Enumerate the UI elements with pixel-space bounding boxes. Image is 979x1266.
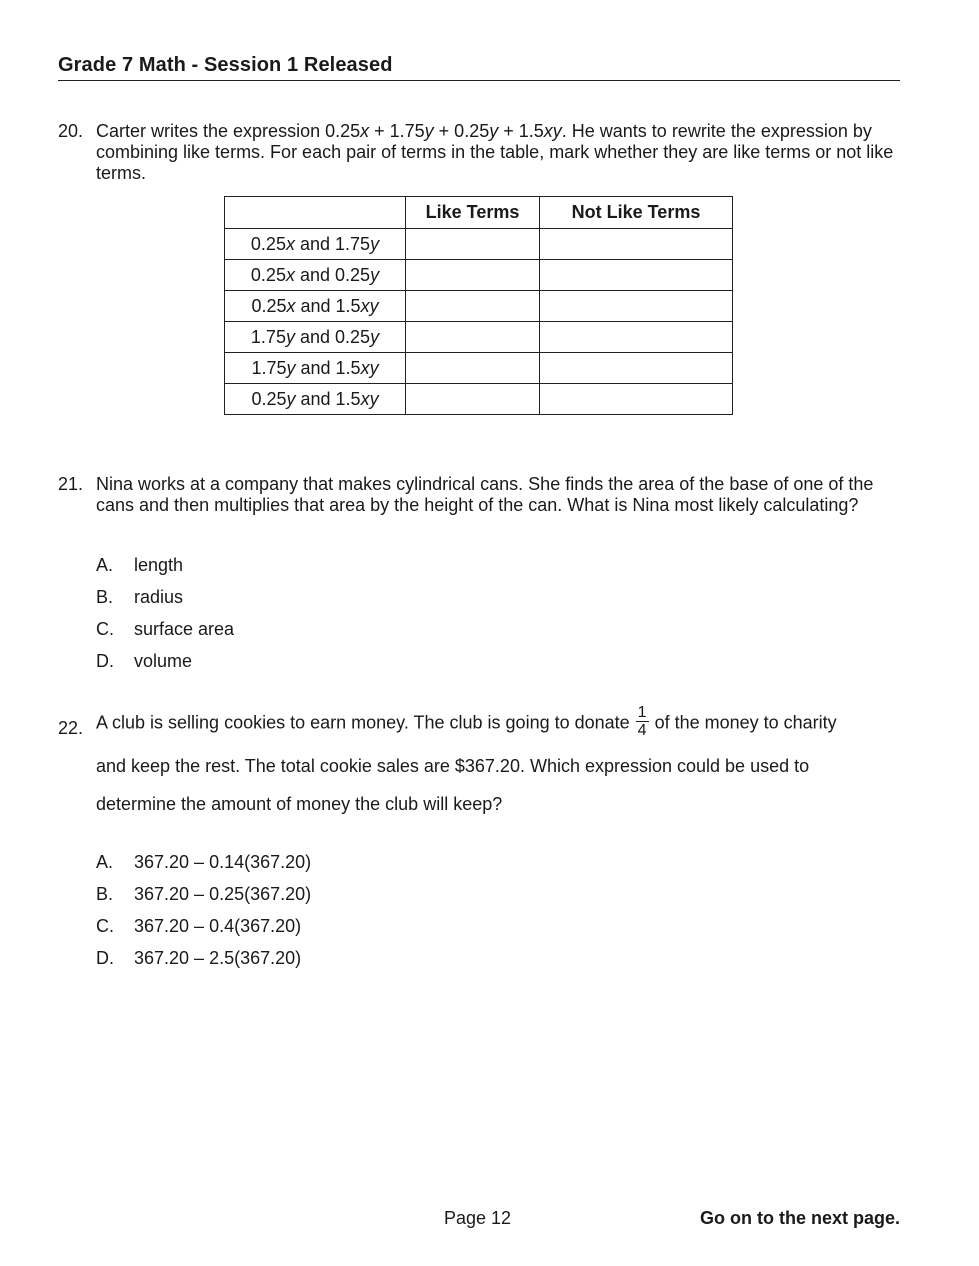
one-fourth-fraction: $\frac{1}{4}$ [637, 704, 647, 739]
option-text: 367.20 – 0.14(367.20) [134, 852, 312, 872]
table-row [225, 291, 733, 322]
answer-option[interactable] [96, 948, 301, 969]
like-terms-cell[interactable] [406, 260, 540, 291]
option-letter: A. [96, 852, 114, 872]
question-22-line-1: A club is selling cookies to earn money. The club is going to donate $\frac{1}{4}$ of the money to charity [96, 704, 837, 739]
question-20-text: Carter writes the expression 0.25x + 1.75y + 0.25y + 1.5xy. He wants to rewrite the expression by combining like terms. For each pair of terms in the table, mark whether they are like terms or not like terms. [96, 121, 894, 183]
option-text: length [134, 555, 184, 575]
option-text: 367.20 – 2.5(367.20) [134, 948, 302, 968]
question-22-line-3: determine the amount of money the club will keep? [96, 794, 503, 814]
header-divider [58, 80, 900, 81]
table-header-not-like-terms: Not Like Terms [540, 197, 733, 229]
not-like-terms-cell[interactable] [540, 384, 733, 415]
like-terms-cell[interactable] [406, 353, 540, 384]
answer-option[interactable] [96, 651, 192, 672]
not-like-terms-cell[interactable] [540, 260, 733, 291]
option-letter: C. [96, 916, 114, 936]
table-row [225, 384, 733, 415]
not-like-terms-cell[interactable] [540, 322, 733, 353]
question-22-number: 22. [58, 718, 84, 738]
option-text: 367.20 – 0.25(367.20) [134, 884, 312, 904]
like-terms-cell[interactable] [406, 229, 540, 260]
term-pair-cell: 0.25x and 1.75y [225, 229, 406, 260]
term-pair-cell: 0.25x and 0.25y [225, 260, 406, 291]
term-pair-cell: 0.25y and 1.5xy [225, 384, 406, 415]
table-row [225, 322, 733, 353]
option-letter: A. [96, 555, 114, 575]
option-text: radius [134, 587, 184, 607]
next-page-notice: Go on to the next page. [699, 1208, 900, 1228]
answer-option[interactable] [96, 916, 301, 937]
question-20-number: 20. [58, 121, 84, 141]
table-row [225, 260, 733, 291]
answer-option[interactable] [96, 884, 311, 905]
table-header-pair [225, 197, 406, 229]
term-pair-cell: 1.75y and 0.25y [225, 322, 406, 353]
not-like-terms-cell[interactable] [540, 353, 733, 384]
table-header-like-terms: Like Terms [406, 197, 540, 229]
like-terms-table [224, 196, 733, 415]
page-number: Page 12 [444, 1208, 512, 1228]
question-21-number: 21. [58, 474, 84, 494]
option-letter: C. [96, 619, 114, 639]
option-text: surface area [134, 619, 235, 639]
table-header-row [225, 197, 733, 229]
table-row [225, 229, 733, 260]
term-pair-cell: 1.75y and 1.5xy [225, 353, 406, 384]
question-21-text: Nina works at a company that makes cylindrical cans. She finds the area of the base of one of the cans and then multiplies that area by the height of the can. What is Nina most likely calculating? [96, 474, 874, 515]
not-like-terms-cell[interactable] [540, 229, 733, 260]
term-pair-cell: 0.25x and 1.5xy [225, 291, 406, 322]
not-like-terms-cell[interactable] [540, 291, 733, 322]
like-terms-cell[interactable] [406, 322, 540, 353]
like-terms-cell[interactable] [406, 384, 540, 415]
question-22-line-2: and keep the rest. The total cookie sales are $367.20. Which expression could be used to [96, 756, 810, 776]
answer-option[interactable] [96, 555, 183, 576]
option-text: 367.20 – 0.4(367.20) [134, 916, 302, 936]
option-text: volume [134, 651, 193, 671]
like-terms-cell[interactable] [406, 291, 540, 322]
table-row [225, 353, 733, 384]
page-header-title: Grade 7 Math - Session 1 Released [58, 54, 393, 76]
option-letter: D. [96, 948, 114, 968]
option-letter: D. [96, 651, 114, 671]
answer-option[interactable] [96, 587, 183, 608]
option-letter: B. [96, 587, 114, 607]
answer-option[interactable] [96, 619, 234, 640]
answer-option[interactable] [96, 852, 311, 873]
option-letter: B. [96, 884, 114, 904]
